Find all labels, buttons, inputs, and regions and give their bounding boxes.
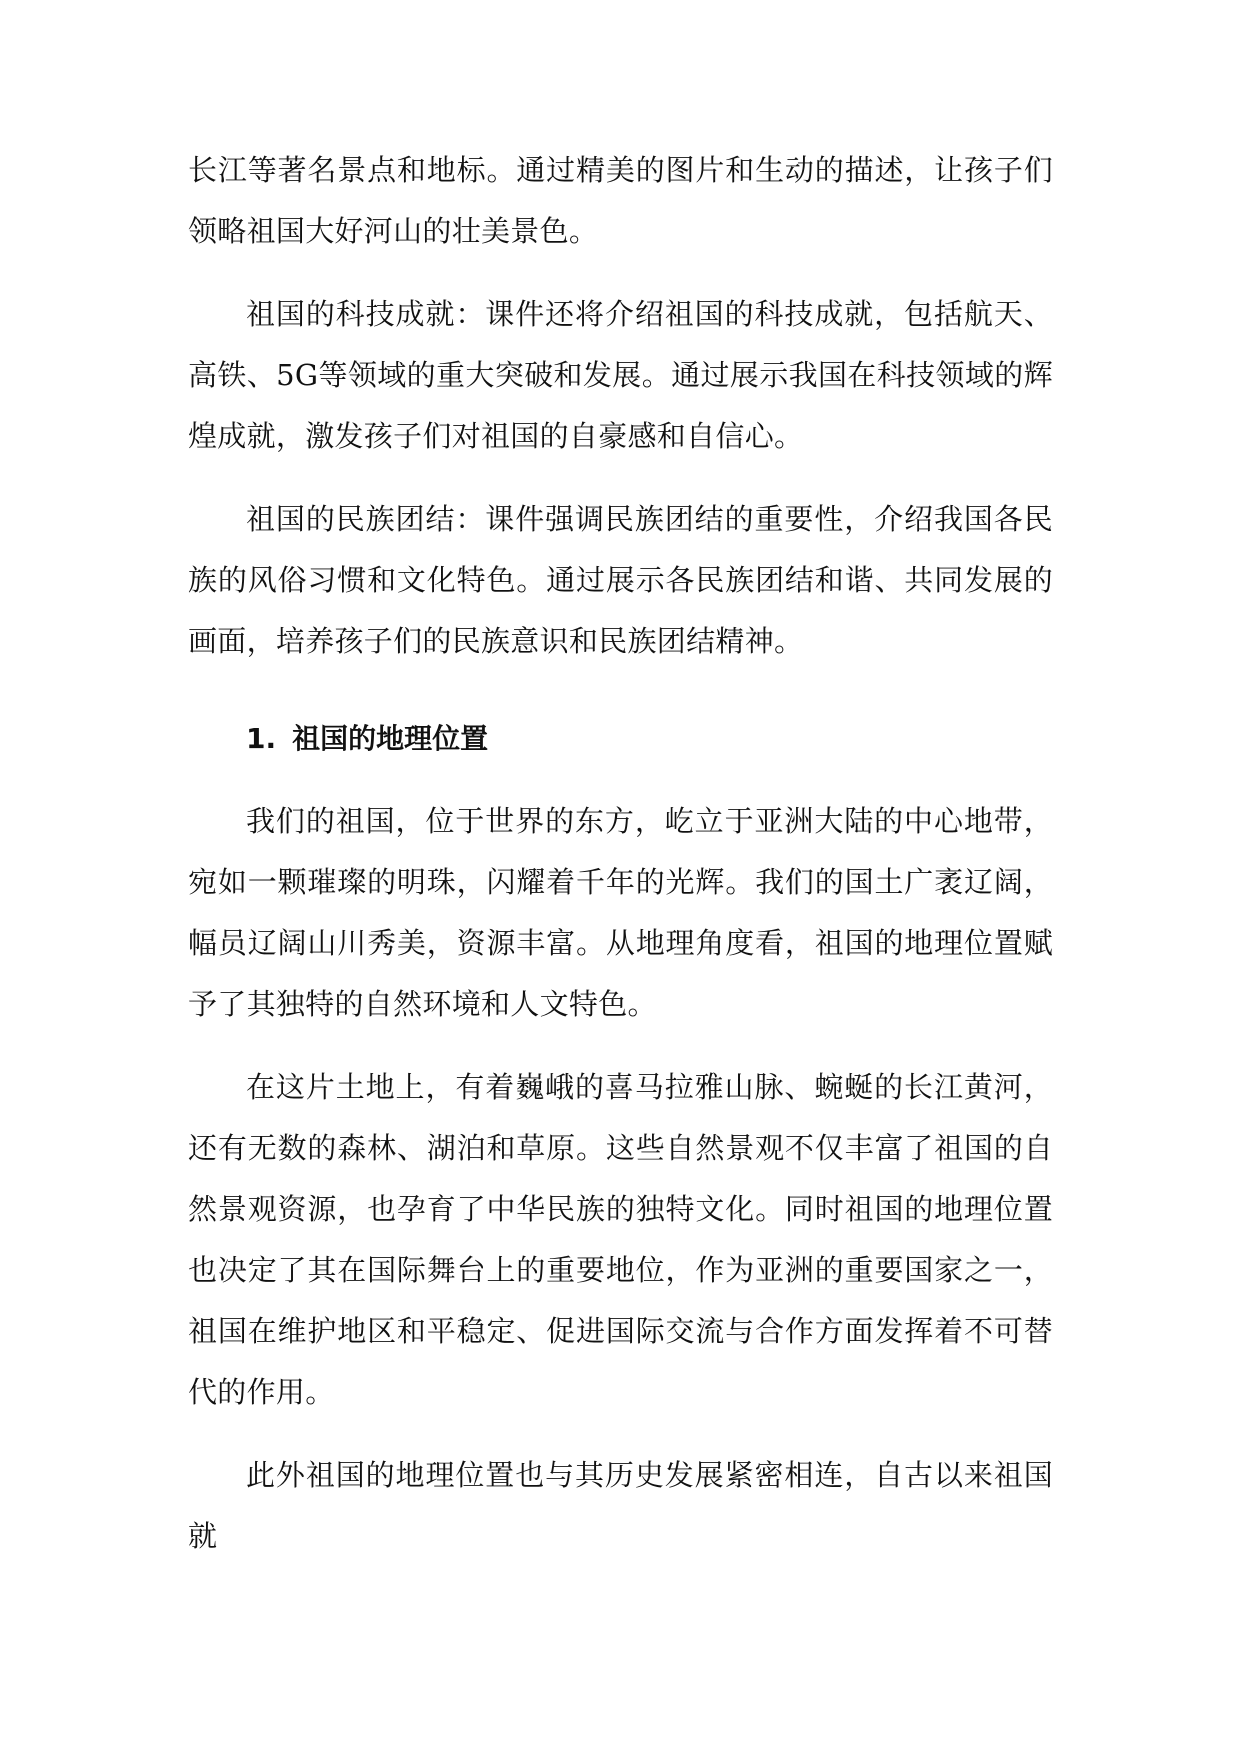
section-number: 1. [246, 722, 277, 755]
paragraph-tech-achievements: 祖国的科技成就：课件还将介绍祖国的科技成就，包括航天、高铁、5G等领域的重大突破和发展。通过展示我国在科技领域的辉煌成就，激发孩子们对祖国的自豪感和自信心。 [188, 297, 1053, 453]
paragraph-gap [188, 262, 1053, 284]
paragraph-gap [188, 769, 1053, 791]
paragraph-location: 我们的祖国，位于世界的东方，屹立于亚洲大陆的中心地带，宛如一颗璀璨的明珠，闪耀着千年的光辉。我们的国土广袤辽阔，幅员辽阔山川秀美，资源丰富。从地理角度看，祖国的地理位置赋予了其独特的自然环境和人文特色。 [188, 804, 1053, 1021]
paragraph-landscape: 在这片土地上，有着巍峨的喜马拉雅山脉、蜿蜒的长江黄河，还有无数的森林、湖泊和草原。这些自然景观不仅丰富了祖国的自然景观资源，也孕育了中华民族的独特文化。同时祖国的地理位置也决定了其在国际舞台上的重要地位，作为亚洲的重要国家之一，祖国在维护地区和平稳定、促进国际交流与合作方面发挥着不可替代的作用。 [188, 1070, 1053, 1409]
paragraph-gap [188, 467, 1053, 489]
paragraph-gap [188, 1423, 1053, 1445]
document-page [188, 140, 1053, 1567]
paragraph-continued: 长江等著名景点和地标。通过精美的图片和生动的描述，让孩子们领略祖国大好河山的壮美景色。 [188, 153, 1053, 248]
section-heading [188, 708, 1053, 769]
paragraph-ethnic-unity: 祖国的民族团结：课件强调民族团结的重要性，介绍我国各民族的风俗习惯和文化特色。通过展示各民族团结和谐、共同发展的画面，培养孩子们的民族意识和民族团结精神。 [188, 502, 1053, 658]
section-gap [188, 672, 1053, 708]
paragraph-history: 此外祖国的地理位置也与其历史发展紧密相连，自古以来祖国就 [188, 1458, 1053, 1553]
section-title: 祖国的地理位置 [292, 722, 489, 755]
paragraph-gap [188, 1035, 1053, 1057]
